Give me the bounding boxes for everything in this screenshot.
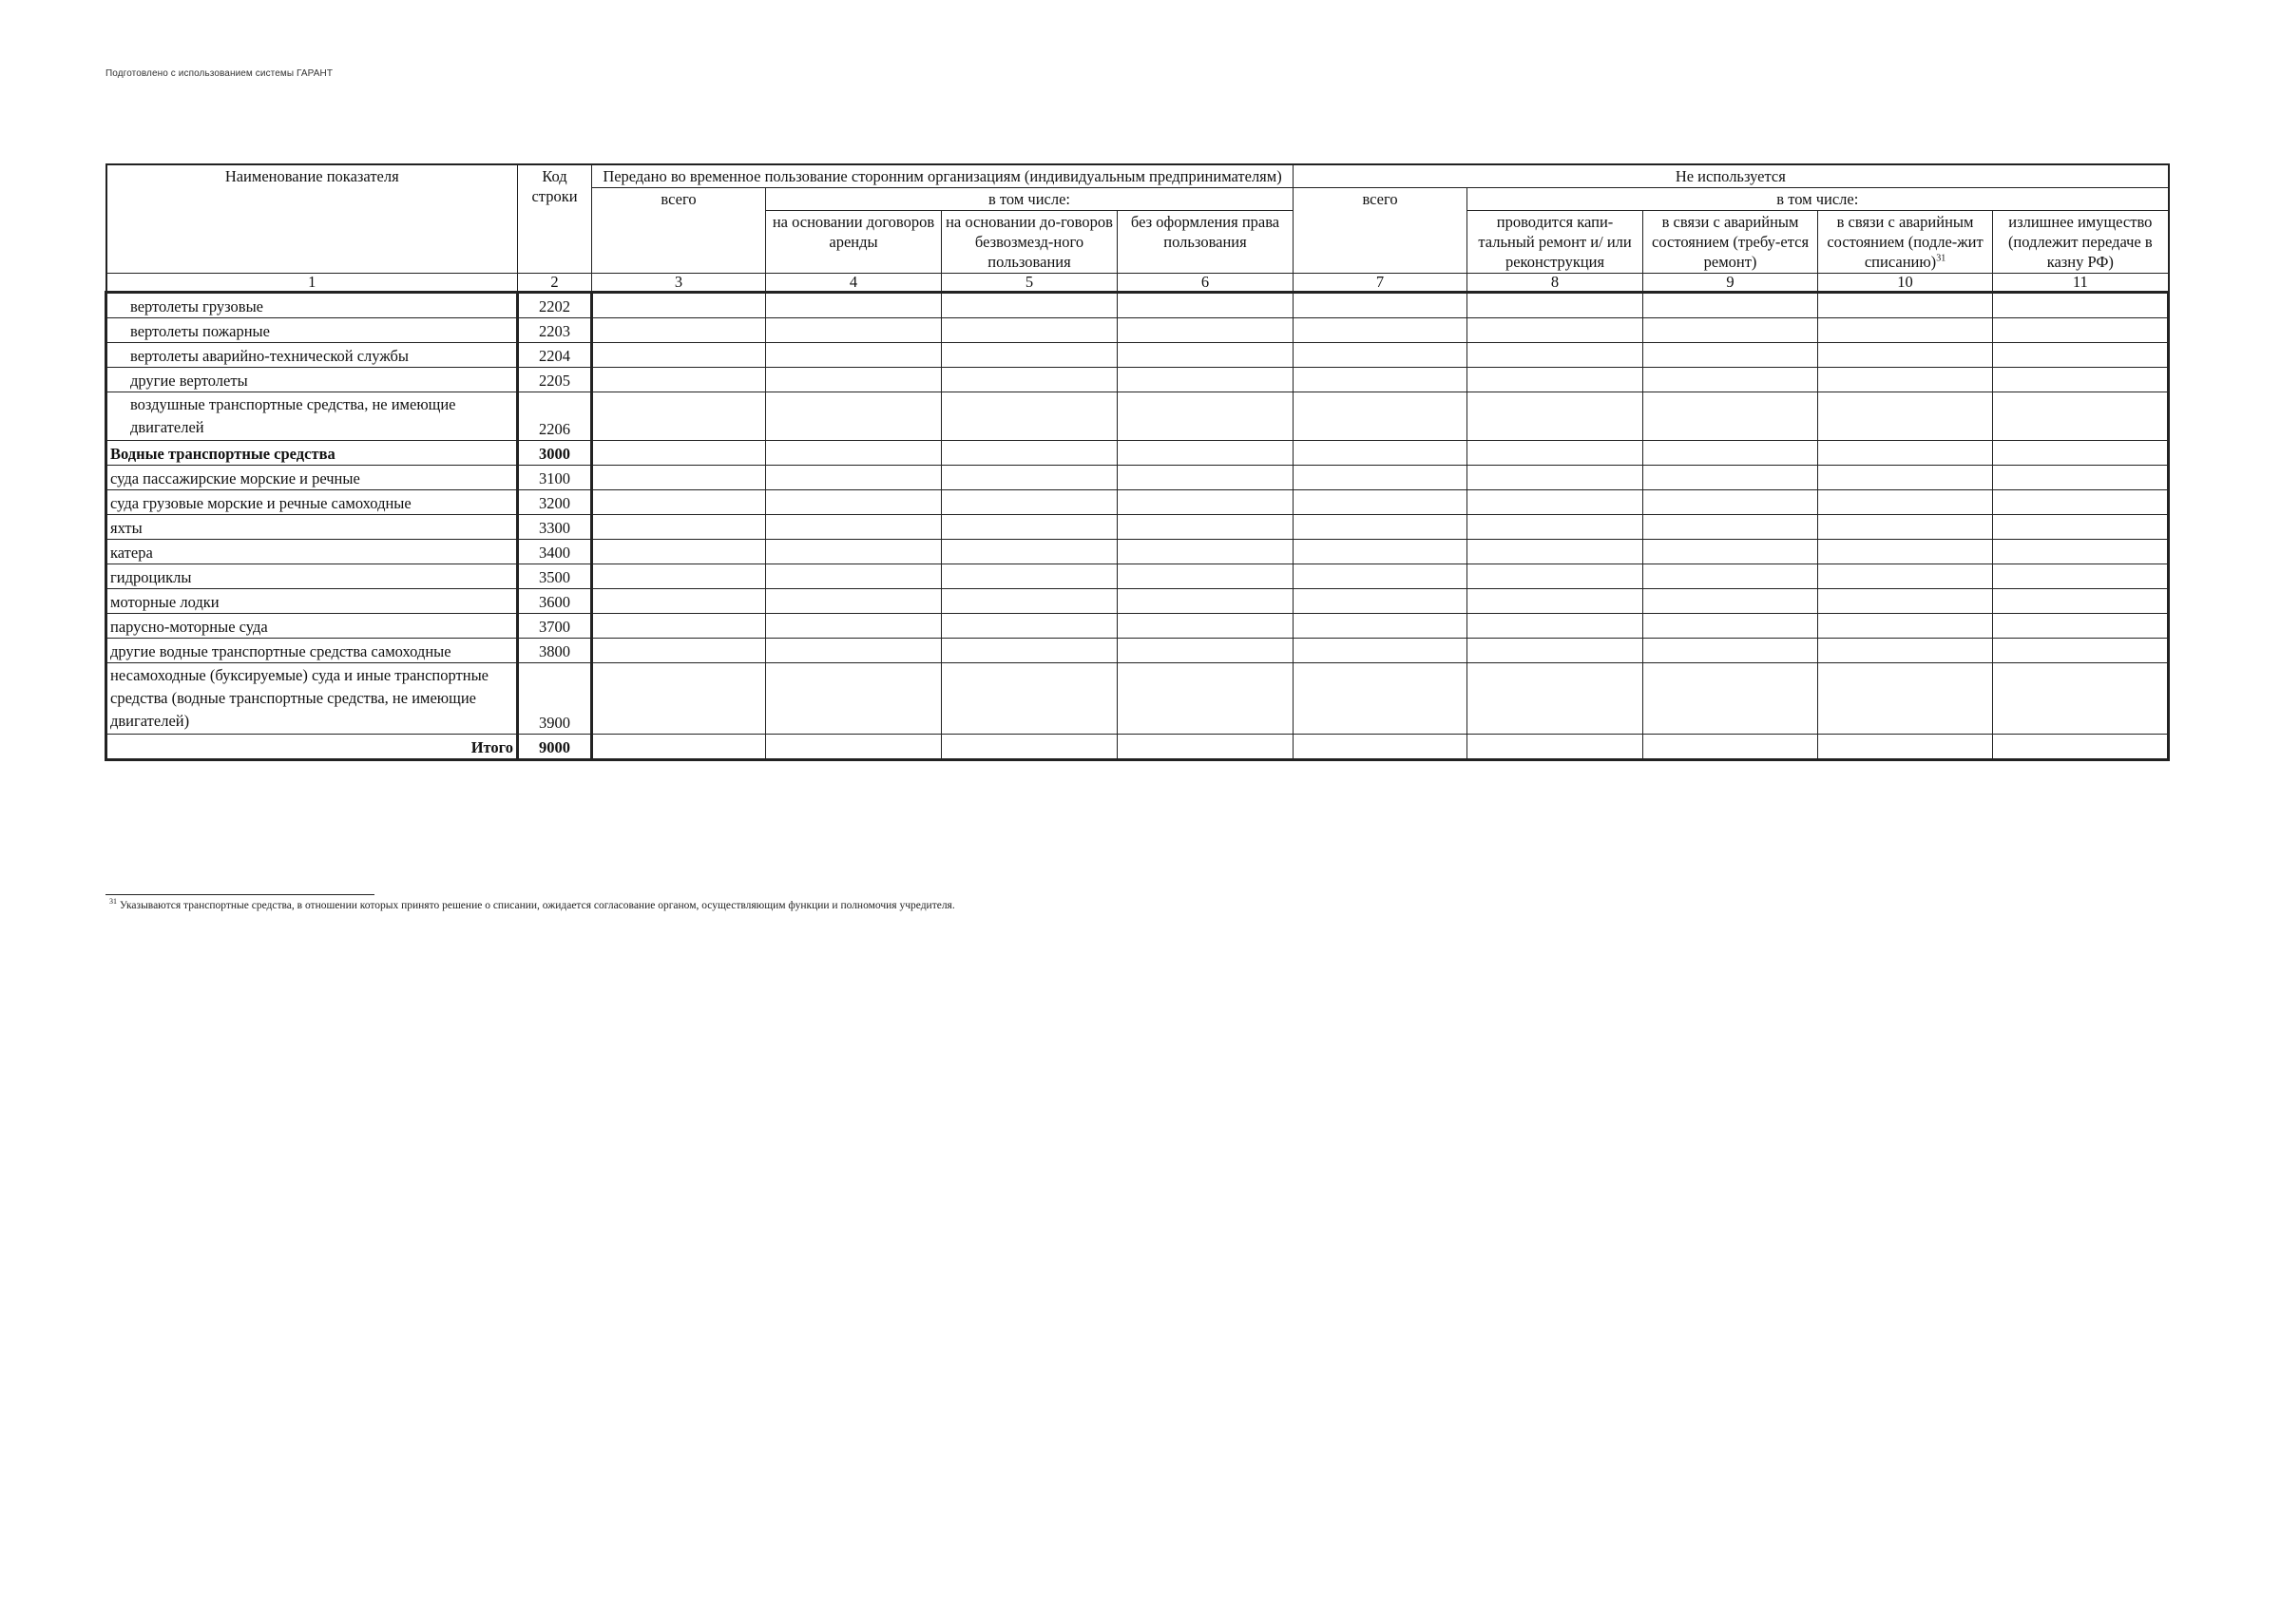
value-cell[interactable] [766,466,942,490]
value-cell[interactable] [1643,343,1818,368]
value-cell[interactable] [1294,589,1467,614]
value-cell[interactable] [592,589,766,614]
header-no-rights: без оформления права пользования [1118,211,1294,274]
value-cell[interactable] [1467,368,1643,392]
row-name: воздушные транспортные средства, не имеющие двигателей [106,392,518,441]
value-cell[interactable] [766,368,942,392]
value-cell[interactable] [1643,392,1818,441]
column-number: 4 [766,274,942,293]
column-number: 6 [1118,274,1294,293]
value-cell[interactable] [1467,639,1643,663]
value-cell[interactable] [592,639,766,663]
value-cell[interactable] [1467,614,1643,639]
value-cell[interactable] [1818,368,1993,392]
row-name: другие вертолеты [106,368,518,392]
row-code: 3100 [518,466,592,490]
value-cell[interactable] [942,735,1118,760]
value-cell[interactable] [592,490,766,515]
header-transferred-total: всего [592,188,766,274]
row-code: 3200 [518,490,592,515]
value-cell[interactable] [1643,466,1818,490]
table-row [106,735,2169,760]
table-row [106,564,2169,589]
value-cell[interactable] [766,343,942,368]
value-cell[interactable] [1993,614,2169,639]
value-cell[interactable] [1118,466,1294,490]
header-transferred: Передано во временное пользование сторонним организациям (индивидуальным предпринимателям) [592,164,1294,188]
value-cell[interactable] [766,614,942,639]
table-row [106,490,2169,515]
table-row [106,589,2169,614]
value-cell[interactable] [592,441,766,466]
value-cell[interactable] [1294,368,1467,392]
value-cell[interactable] [1118,589,1294,614]
value-cell[interactable] [1643,540,1818,564]
value-cell[interactable] [766,540,942,564]
value-cell[interactable] [1993,318,2169,343]
value-cell[interactable] [1118,368,1294,392]
value-cell[interactable] [1467,515,1643,540]
value-cell[interactable] [766,293,942,318]
header-not-used: Не используется [1294,164,2169,188]
table-row [106,392,2169,441]
value-cell[interactable] [1643,735,1818,760]
row-name: суда грузовые морские и речные самоходные [106,490,518,515]
value-cell[interactable] [942,564,1118,589]
row-code: 9000 [518,735,592,760]
table-row [106,614,2169,639]
value-cell[interactable] [1818,343,1993,368]
value-cell[interactable] [766,515,942,540]
value-cell[interactable] [592,368,766,392]
value-cell[interactable] [1643,441,1818,466]
value-cell[interactable] [1818,318,1993,343]
value-cell[interactable] [1294,515,1467,540]
value-cell[interactable] [942,466,1118,490]
table-row [106,343,2169,368]
value-cell[interactable] [942,515,1118,540]
value-cell[interactable] [1467,343,1643,368]
value-cell[interactable] [1467,318,1643,343]
value-cell[interactable] [1643,368,1818,392]
value-cell[interactable] [1993,589,2169,614]
value-cell[interactable] [592,318,766,343]
row-code: 3000 [518,441,592,466]
row-name: Водные транспортные средства [106,441,518,466]
value-cell[interactable] [1643,639,1818,663]
value-cell[interactable] [942,343,1118,368]
value-cell[interactable] [1467,663,1643,735]
value-cell[interactable] [942,490,1118,515]
footnote-separator [105,894,374,895]
value-cell[interactable] [1118,639,1294,663]
value-cell[interactable] [766,735,942,760]
value-cell[interactable] [942,318,1118,343]
value-cell[interactable] [1294,735,1467,760]
value-cell[interactable] [942,441,1118,466]
row-code: 3600 [518,589,592,614]
value-cell[interactable] [1467,564,1643,589]
value-cell[interactable] [942,540,1118,564]
value-cell[interactable] [1643,293,1818,318]
value-cell[interactable] [942,614,1118,639]
value-cell[interactable] [1818,293,1993,318]
column-number: 10 [1818,274,1993,293]
footnote-text: Указываются транспортные средства, в отношении которых принято решение о списании, ожидается согласование органом, осуществляющим функции и полномочия учредителя. [119,899,955,911]
value-cell[interactable] [592,392,766,441]
table-row [106,368,2169,392]
value-cell[interactable] [592,735,766,760]
value-cell[interactable] [1118,663,1294,735]
value-cell[interactable] [1993,735,2169,760]
row-name: катера [106,540,518,564]
column-number: 8 [1467,274,1643,293]
column-number: 11 [1993,274,2169,293]
table-row [106,293,2169,318]
row-name: гидроциклы [106,564,518,589]
value-cell[interactable] [766,392,942,441]
value-cell[interactable] [1118,343,1294,368]
table-row [106,441,2169,466]
row-name: вертолеты пожарные [106,318,518,343]
value-cell[interactable] [766,318,942,343]
row-name: парусно-моторные суда [106,614,518,639]
row-code: 2203 [518,318,592,343]
table-header [106,164,2169,293]
value-cell[interactable] [1467,540,1643,564]
value-cell[interactable] [1993,564,2169,589]
value-cell[interactable] [1818,466,1993,490]
column-number: 7 [1294,274,1467,293]
value-cell[interactable] [1467,293,1643,318]
value-cell[interactable] [1643,589,1818,614]
value-cell[interactable] [1818,515,1993,540]
value-cell[interactable] [1294,318,1467,343]
value-cell[interactable] [1467,441,1643,466]
row-code: 3700 [518,614,592,639]
value-cell[interactable] [592,663,766,735]
value-cell[interactable] [766,663,942,735]
row-code: 3300 [518,515,592,540]
row-name: суда пассажирские морские и речные [106,466,518,490]
value-cell[interactable] [1118,540,1294,564]
value-cell[interactable] [1294,392,1467,441]
value-cell[interactable] [1993,466,2169,490]
table-row [106,663,2169,735]
value-cell[interactable] [766,639,942,663]
value-cell[interactable] [1818,589,1993,614]
header-emergency-repair: в связи с аварийным состоянием (требу-ется ремонт) [1643,211,1818,274]
column-numbers-row [106,274,2169,293]
value-cell[interactable] [1818,392,1993,441]
row-code: 2202 [518,293,592,318]
header-code: Код строки [518,164,592,274]
value-cell[interactable] [766,564,942,589]
column-number: 2 [518,274,592,293]
value-cell[interactable] [942,589,1118,614]
value-cell[interactable] [1993,293,2169,318]
value-cell[interactable] [1818,614,1993,639]
table-body [106,293,2169,760]
row-name: вертолеты грузовые [106,293,518,318]
value-cell[interactable] [1818,564,1993,589]
value-cell[interactable] [1467,392,1643,441]
value-cell[interactable] [1118,392,1294,441]
value-cell[interactable] [766,441,942,466]
value-cell[interactable] [1467,589,1643,614]
value-cell[interactable] [1993,490,2169,515]
value-cell[interactable] [592,564,766,589]
row-code: 3400 [518,540,592,564]
footnote [109,897,955,911]
value-cell[interactable] [766,589,942,614]
value-cell[interactable] [766,490,942,515]
row-name: яхты [106,515,518,540]
footnote-marker: 31 [109,897,117,906]
value-cell[interactable] [1294,564,1467,589]
header-free-use: на основании до-говоров безвозмезд-ного пользования [942,211,1118,274]
header-lease: на основании договоров аренды [766,211,942,274]
row-code: 2205 [518,368,592,392]
column-number: 5 [942,274,1118,293]
table-row [106,466,2169,490]
value-cell[interactable] [1993,639,2169,663]
value-cell[interactable] [942,293,1118,318]
header-transferred-including: в том числе: [766,188,1294,211]
value-cell[interactable] [592,343,766,368]
value-cell[interactable] [1294,466,1467,490]
column-number: 9 [1643,274,1818,293]
value-cell[interactable] [1118,318,1294,343]
row-code: 3900 [518,663,592,735]
value-cell[interactable] [1643,663,1818,735]
value-cell[interactable] [592,515,766,540]
header-not-used-total: всего [1294,188,1467,274]
value-cell[interactable] [592,614,766,639]
table-row [106,639,2169,663]
value-cell[interactable] [1294,639,1467,663]
header-emergency-writeoff-label: в связи с аварийным состоянием (подле-жит списанию) [1827,213,1984,271]
value-cell[interactable] [1118,564,1294,589]
value-cell[interactable] [1993,392,2169,441]
table-row [106,515,2169,540]
value-cell[interactable] [1294,663,1467,735]
value-cell[interactable] [1643,515,1818,540]
value-cell[interactable] [1294,540,1467,564]
value-cell[interactable] [1643,490,1818,515]
value-cell[interactable] [942,639,1118,663]
row-code: 2206 [518,392,592,441]
value-cell[interactable] [592,540,766,564]
value-cell[interactable] [1818,540,1993,564]
value-cell[interactable] [1118,515,1294,540]
row-code: 2204 [518,343,592,368]
value-cell[interactable] [1818,490,1993,515]
value-cell[interactable] [1118,490,1294,515]
value-cell[interactable] [592,293,766,318]
header-emergency-writeoff [1818,211,1993,274]
value-cell[interactable] [1643,614,1818,639]
value-cell[interactable] [1294,441,1467,466]
garant-header-note: Подготовлено с использованием системы ГАРАНТ [105,68,334,79]
header-repair: проводится капи-тальный ремонт и/ или реконструкция [1467,211,1643,274]
row-name: моторные лодки [106,589,518,614]
value-cell[interactable] [1993,540,2169,564]
value-cell[interactable] [1294,614,1467,639]
column-number: 3 [592,274,766,293]
value-cell[interactable] [1818,663,1993,735]
value-cell[interactable] [1993,343,2169,368]
footnote-reference: 31 [1936,253,1946,264]
value-cell[interactable] [1993,515,2169,540]
header-not-used-including: в том числе: [1467,188,2169,211]
value-cell[interactable] [1118,735,1294,760]
value-cell[interactable] [1993,368,2169,392]
header-surplus: излишнее имущество (подлежит передаче в казну РФ) [1993,211,2169,274]
value-cell[interactable] [1118,293,1294,318]
value-cell[interactable] [1643,564,1818,589]
row-name: вертолеты аварийно-технической службы [106,343,518,368]
row-code: 3800 [518,639,592,663]
header-name: Наименование показателя [106,164,518,274]
value-cell[interactable] [1643,318,1818,343]
report-table [105,163,2170,761]
row-name: Итого [106,735,518,760]
value-cell[interactable] [942,392,1118,441]
row-name: несамоходные (буксируемые) суда и иные транспортные средства (водные транспортные средства, не имеющие двигателей) [106,663,518,735]
value-cell[interactable] [1467,490,1643,515]
row-name: другие водные транспортные средства самоходные [106,639,518,663]
value-cell[interactable] [1467,466,1643,490]
row-code: 3500 [518,564,592,589]
value-cell[interactable] [1467,735,1643,760]
value-cell[interactable] [1993,441,2169,466]
table-row [106,540,2169,564]
value-cell[interactable] [1294,343,1467,368]
value-cell[interactable] [1294,293,1467,318]
table-row [106,318,2169,343]
value-cell[interactable] [942,663,1118,735]
value-cell[interactable] [592,466,766,490]
column-number: 1 [106,274,518,293]
value-cell[interactable] [1818,441,1993,466]
value-cell[interactable] [1118,441,1294,466]
value-cell[interactable] [942,368,1118,392]
value-cell[interactable] [1118,614,1294,639]
value-cell[interactable] [1294,490,1467,515]
value-cell[interactable] [1818,735,1993,760]
value-cell[interactable] [1818,639,1993,663]
value-cell[interactable] [1993,663,2169,735]
